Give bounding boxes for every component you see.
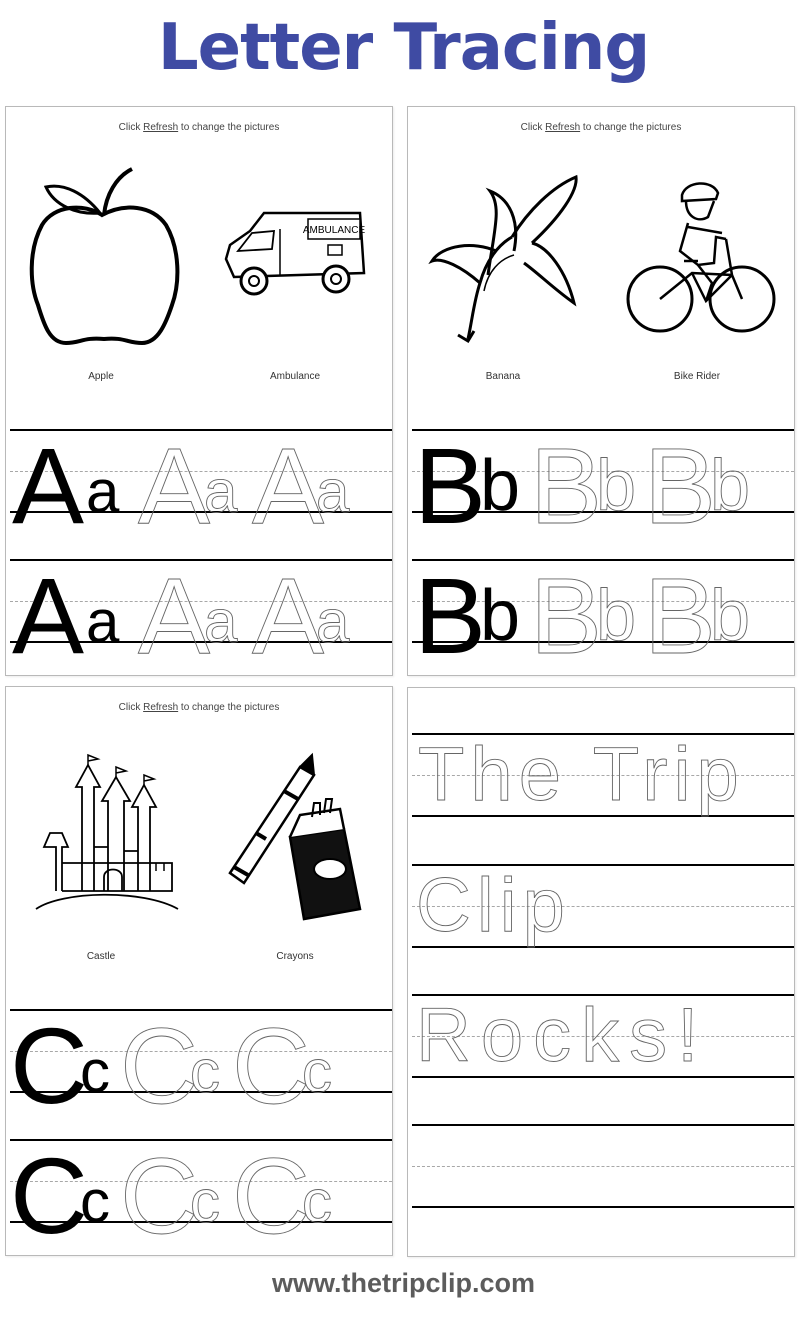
picture-label-left: Apple — [88, 371, 114, 382]
refresh-link[interactable]: Refresh — [143, 702, 179, 713]
page-title: Letter Tracing — [157, 11, 650, 85]
phrase-row: The Trip — [412, 733, 794, 819]
picture-label-left: Banana — [485, 371, 521, 382]
picture-label-right: Crayons — [276, 951, 314, 962]
tracing-row: C c C c C c — [10, 1139, 392, 1225]
tracing-row: B b B b B b — [412, 429, 794, 515]
bike-rider-picture — [622, 177, 782, 337]
worksheet-panel-a — [5, 106, 393, 676]
picture-label-right: Ambulance — [269, 371, 321, 382]
svg-text:AMBULANCE: AMBULANCE — [302, 225, 366, 236]
phrase-tracing-panel — [407, 687, 795, 1257]
ambulance-picture — [216, 203, 376, 313]
apple-picture — [24, 165, 184, 355]
refresh-link[interactable]: Refresh — [143, 122, 179, 133]
refresh-hint: Click Refresh to change the pictures — [118, 702, 280, 713]
picture-label-right: Bike Rider — [673, 371, 721, 382]
tracing-row: C c C c C c — [10, 1009, 392, 1095]
picture-label-left: Castle — [86, 951, 116, 962]
tracing-row: A a A a A a — [10, 429, 392, 515]
phrase-row: Rocks! — [412, 994, 794, 1080]
phrase-row — [412, 1124, 794, 1210]
tracing-row: B b B b B b — [412, 559, 794, 645]
refresh-hint: Click Refresh to change the pictures — [118, 122, 280, 133]
phrase-row: Clip — [412, 864, 794, 950]
worksheet-panel-c — [5, 686, 393, 1256]
crayons-picture — [220, 749, 380, 929]
tracing-row: A a A a A a — [10, 559, 392, 645]
banana-picture — [428, 171, 588, 351]
site-url[interactable]: www.thetripclip.com — [271, 1268, 536, 1298]
refresh-hint: Click Refresh to change the pictures — [520, 122, 682, 133]
worksheet-panel-b — [407, 106, 795, 676]
refresh-link[interactable]: Refresh — [545, 122, 581, 133]
castle-picture — [32, 751, 182, 921]
